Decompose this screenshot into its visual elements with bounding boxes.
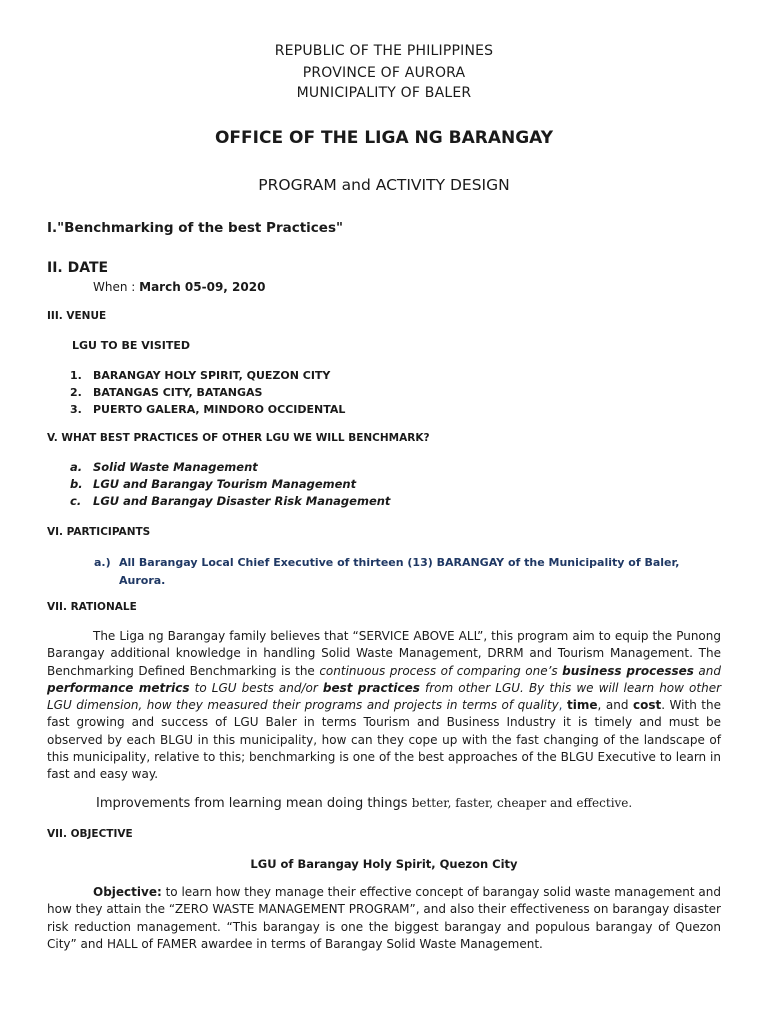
date-line xyxy=(93,280,265,294)
header-republic: REPUBLIC OF THE PHILIPPINES xyxy=(274,43,494,59)
section-rationale-heading: VII. RATIONALE xyxy=(47,601,137,613)
objective-subheading: LGU of Barangay Holy Spirit, Quezon City xyxy=(250,857,518,871)
section-venue-heading: III. VENUE xyxy=(47,310,107,322)
section-participants-heading: VI. PARTICIPANTS xyxy=(47,526,151,538)
practice-item: b. LGU and Barangay Tourism Management xyxy=(70,477,357,491)
practice-item: c. LGU and Barangay Disaster Risk Management xyxy=(70,494,391,508)
venue-item: 1. BARANGAY HOLY SPIRIT, QUEZON CITY xyxy=(70,369,331,382)
header-province: PROVINCE OF AURORA xyxy=(302,65,466,81)
program-title: PROGRAM and ACTIVITY DESIGN xyxy=(258,176,510,194)
participants-item: a.) All Barangay Local Chief Executive of thirteen (13) BARANGAY of the Municipality of Baler, Aurora. xyxy=(94,556,680,587)
section-objective-heading: VII. OBJECTIVE xyxy=(47,828,133,840)
venue-subheading: LGU TO BE VISITED xyxy=(72,339,190,352)
section-date-heading: II. DATE xyxy=(47,260,109,276)
date-value: March 05-09, 2020 xyxy=(139,280,266,294)
improvements-line: Improvements from learning mean doing things better, faster, cheaper and effective. xyxy=(96,796,633,811)
venue-item: 2. BATANGAS CITY, BATANGAS xyxy=(70,386,263,399)
office-title: OFFICE OF THE LIGA NG BARANGAY xyxy=(214,128,554,148)
section-best-practices-heading: V. WHAT BEST PRACTICES OF OTHER LGU WE WILL BENCHMARK? xyxy=(47,432,430,444)
objective-paragraph: Objective: to learn how they manage their effective concept of barangay solid waste management and how they attain the “ZERO WASTE MANAGEMENT PROGRAM”, and also their effectiveness on barangay disaster risk reduction management. “This barangay is one the biggest barangay and populous barangay of Quezon City” and HALL of FAMER awardee in terms of Barangay Solid Waste Management. xyxy=(47,885,721,951)
section-benchmarking-heading: I."Benchmarking of the best Practices" xyxy=(47,220,344,236)
header-municipality: MUNICIPALITY OF BALER xyxy=(296,85,472,101)
practice-item: a. Solid Waste Management xyxy=(70,460,258,474)
date-label: When : xyxy=(93,280,140,294)
venue-item: 3. PUERTO GALERA, MINDORO OCCIDENTAL xyxy=(70,403,346,416)
rationale-paragraph: The Liga ng Barangay family believes that “SERVICE ABOVE ALL”, this program aim to equip the Punong Barangay additional knowledge in handling Solid Waste Management, DRRM and Tourism Management. The Benchmarking Defined Benchmarking is the continuous process of comparing one’s business processes and performance metrics to LGU bests and/or best practices from other LGU. By this we will learn how other LGU dimension, how they measured their programs and projects in terms of quality, time, and cost. With the fast growing and success of LGU Baler in terms Tourism and Business Industry it is timely and must be observed by each BLGU in this municipality, how can they cope up with the fast changing of the landscape of this municipality, relative to this; benchmarking is one of the best approaches of the BLGU Executive to learn in fast and easy way. xyxy=(47,629,722,782)
